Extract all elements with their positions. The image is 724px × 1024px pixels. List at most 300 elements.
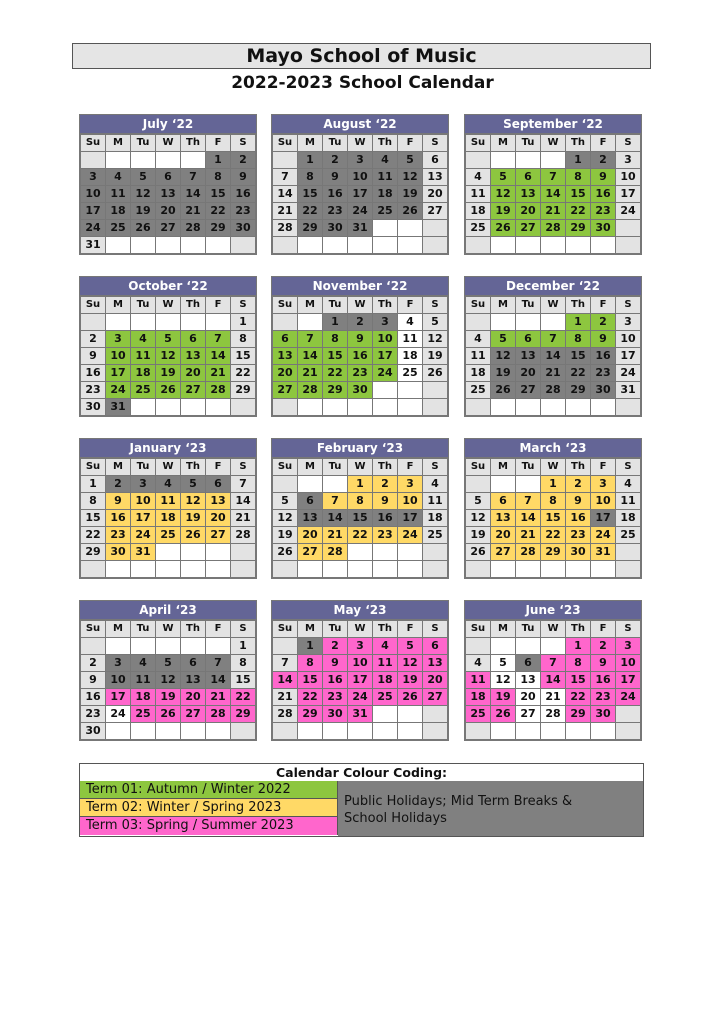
empty-cell [273, 476, 298, 493]
weekday-label: M [298, 459, 323, 476]
weekday-label: Th [181, 297, 206, 314]
empty-cell [206, 561, 231, 578]
day-cell: 29 [81, 544, 106, 561]
day-cell: 23 [81, 382, 106, 399]
month-calendar [79, 276, 257, 417]
weekday-label: F [591, 135, 616, 152]
empty-cell [181, 237, 206, 254]
empty-cell [491, 476, 516, 493]
weekday-label: M [491, 297, 516, 314]
day-cell: 22 [298, 203, 323, 220]
weekday-label: W [541, 297, 566, 314]
day-cell: 2 [323, 638, 348, 655]
empty-cell [541, 237, 566, 254]
day-cell: 14 [298, 348, 323, 365]
day-cell: 22 [566, 689, 591, 706]
weekday-label: S [231, 459, 256, 476]
empty-cell [398, 561, 423, 578]
month-calendar [271, 438, 449, 579]
empty-cell [131, 561, 156, 578]
day-cell: 2 [591, 152, 616, 169]
month-calendar [79, 114, 257, 255]
day-cell: 13 [423, 655, 448, 672]
weekday-label: Su [466, 459, 491, 476]
day-cell: 17 [398, 510, 423, 527]
weekday-label: Su [273, 621, 298, 638]
day-cell: 11 [616, 493, 641, 510]
day-cell: 7 [541, 331, 566, 348]
weekday-label: S [616, 621, 641, 638]
day-cell: 23 [231, 203, 256, 220]
day-cell: 26 [156, 706, 181, 723]
day-cell: 1 [298, 638, 323, 655]
day-cell: 24 [591, 527, 616, 544]
empty-cell [466, 314, 491, 331]
day-cell: 30 [106, 544, 131, 561]
day-cell: 18 [616, 510, 641, 527]
empty-cell [491, 314, 516, 331]
empty-cell [466, 476, 491, 493]
empty-cell [373, 544, 398, 561]
day-cell: 19 [491, 689, 516, 706]
day-cell: 3 [106, 331, 131, 348]
weekday-label: Su [273, 459, 298, 476]
empty-cell [541, 399, 566, 416]
empty-cell [156, 152, 181, 169]
day-cell: 28 [541, 220, 566, 237]
month-calendar [464, 276, 642, 417]
empty-cell [566, 561, 591, 578]
day-cell: 6 [516, 331, 541, 348]
day-cell: 22 [81, 527, 106, 544]
day-cell: 18 [466, 203, 491, 220]
empty-cell [373, 723, 398, 740]
weekday-label: Th [373, 621, 398, 638]
day-cell: 12 [466, 510, 491, 527]
day-cell: 13 [516, 186, 541, 203]
month-name: July ‘22 [80, 115, 256, 134]
day-cell: 3 [348, 638, 373, 655]
day-cell: 4 [423, 476, 448, 493]
empty-cell [298, 314, 323, 331]
day-cell: 10 [348, 655, 373, 672]
day-cell: 21 [273, 203, 298, 220]
weekday-label: M [106, 621, 131, 638]
day-cell: 6 [491, 493, 516, 510]
weekday-label: F [206, 459, 231, 476]
empty-cell [516, 399, 541, 416]
day-cell: 13 [516, 672, 541, 689]
day-cell: 25 [156, 527, 181, 544]
empty-cell [106, 638, 131, 655]
day-cell: 5 [491, 655, 516, 672]
day-cell: 26 [398, 203, 423, 220]
day-cell: 6 [516, 655, 541, 672]
weekday-label: W [541, 621, 566, 638]
empty-cell [131, 723, 156, 740]
empty-cell [423, 544, 448, 561]
day-cell: 11 [156, 493, 181, 510]
day-cell: 10 [81, 186, 106, 203]
day-cell: 17 [616, 348, 641, 365]
day-cell: 25 [373, 203, 398, 220]
day-cell: 3 [398, 476, 423, 493]
day-cell: 25 [466, 220, 491, 237]
day-cell: 12 [491, 672, 516, 689]
day-cell: 28 [516, 544, 541, 561]
empty-cell [373, 220, 398, 237]
day-cell: 7 [273, 655, 298, 672]
day-cell: 10 [591, 493, 616, 510]
day-cell: 11 [131, 348, 156, 365]
empty-cell [156, 399, 181, 416]
day-cell: 8 [348, 493, 373, 510]
day-cell: 8 [541, 493, 566, 510]
month-name: November ‘22 [272, 277, 448, 296]
empty-cell [541, 723, 566, 740]
school-title: Mayo School of Music [72, 43, 651, 69]
empty-cell [616, 237, 641, 254]
day-cell: 23 [348, 365, 373, 382]
day-cell: 1 [81, 476, 106, 493]
day-cell: 16 [106, 510, 131, 527]
weekday-label: Tu [131, 135, 156, 152]
day-cell: 30 [81, 399, 106, 416]
day-cell: 5 [131, 169, 156, 186]
day-cell: 14 [541, 186, 566, 203]
weekday-label: Su [466, 621, 491, 638]
day-cell: 31 [81, 237, 106, 254]
day-cell: 16 [81, 689, 106, 706]
day-cell: 3 [373, 314, 398, 331]
empty-cell [181, 152, 206, 169]
day-cell: 8 [566, 655, 591, 672]
empty-cell [81, 152, 106, 169]
day-cell: 14 [206, 672, 231, 689]
weekday-label: Th [373, 459, 398, 476]
month-calendar [464, 114, 642, 255]
weekday-label: F [591, 621, 616, 638]
weekday-label: Th [373, 297, 398, 314]
day-cell: 17 [131, 510, 156, 527]
day-cell: 13 [156, 186, 181, 203]
empty-cell [591, 723, 616, 740]
day-cell: 31 [616, 382, 641, 399]
day-cell: 27 [423, 203, 448, 220]
empty-cell [398, 706, 423, 723]
weekday-label: Tu [323, 459, 348, 476]
empty-cell [541, 314, 566, 331]
day-cell: 29 [541, 544, 566, 561]
month-name: February ‘23 [272, 439, 448, 458]
day-cell: 12 [423, 331, 448, 348]
day-cell: 6 [298, 493, 323, 510]
day-cell: 7 [541, 169, 566, 186]
day-cell: 9 [81, 348, 106, 365]
day-cell: 18 [466, 365, 491, 382]
day-cell: 11 [423, 493, 448, 510]
day-cell: 27 [516, 220, 541, 237]
empty-cell [181, 399, 206, 416]
day-cell: 27 [491, 544, 516, 561]
day-cell: 21 [273, 689, 298, 706]
empty-cell [516, 476, 541, 493]
weekday-label: F [206, 135, 231, 152]
empty-cell [591, 561, 616, 578]
weekday-label: Su [81, 297, 106, 314]
weekday-label: Tu [516, 621, 541, 638]
empty-cell [181, 544, 206, 561]
weekday-label: Th [566, 135, 591, 152]
empty-cell [231, 399, 256, 416]
day-cell: 19 [398, 186, 423, 203]
day-cell: 27 [423, 689, 448, 706]
weekday-label: Tu [516, 135, 541, 152]
day-cell: 26 [491, 220, 516, 237]
day-cell: 30 [323, 220, 348, 237]
weekday-label: M [491, 459, 516, 476]
empty-cell [231, 561, 256, 578]
day-cell: 26 [466, 544, 491, 561]
day-cell: 23 [323, 203, 348, 220]
empty-cell [398, 220, 423, 237]
weekday-label: S [423, 297, 448, 314]
day-cell: 1 [323, 314, 348, 331]
day-cell: 15 [231, 348, 256, 365]
day-cell: 5 [156, 655, 181, 672]
day-cell: 9 [566, 493, 591, 510]
legend-term-2: Term 02: Winter / Spring 2023 [80, 799, 338, 817]
day-cell: 11 [466, 186, 491, 203]
empty-cell [81, 638, 106, 655]
day-cell: 18 [423, 510, 448, 527]
empty-cell [398, 723, 423, 740]
day-cell: 7 [273, 169, 298, 186]
weekday-label: Tu [323, 621, 348, 638]
calendar-subtitle: 2022-2023 School Calendar [231, 73, 494, 93]
empty-cell [398, 399, 423, 416]
weekday-label: W [156, 297, 181, 314]
empty-cell [156, 314, 181, 331]
day-cell: 4 [131, 331, 156, 348]
day-cell: 2 [323, 152, 348, 169]
day-cell: 28 [541, 706, 566, 723]
day-cell: 14 [231, 493, 256, 510]
empty-cell [516, 561, 541, 578]
day-cell: 24 [131, 527, 156, 544]
day-cell: 1 [566, 638, 591, 655]
day-cell: 6 [156, 169, 181, 186]
empty-cell [348, 544, 373, 561]
day-cell: 18 [156, 510, 181, 527]
day-cell: 11 [466, 348, 491, 365]
day-cell: 21 [181, 203, 206, 220]
empty-cell [323, 561, 348, 578]
day-cell: 1 [348, 476, 373, 493]
day-cell: 21 [323, 527, 348, 544]
day-cell: 2 [231, 152, 256, 169]
empty-cell [273, 638, 298, 655]
day-cell: 10 [131, 493, 156, 510]
day-cell: 12 [398, 655, 423, 672]
empty-cell [466, 561, 491, 578]
day-cell: 8 [206, 169, 231, 186]
day-cell: 24 [106, 706, 131, 723]
empty-cell [373, 399, 398, 416]
day-cell: 24 [616, 203, 641, 220]
day-cell: 30 [231, 220, 256, 237]
colour-legend [79, 763, 644, 837]
day-cell: 29 [566, 706, 591, 723]
day-cell: 7 [206, 655, 231, 672]
day-cell: 17 [106, 365, 131, 382]
empty-cell [541, 561, 566, 578]
day-cell: 22 [566, 203, 591, 220]
day-cell: 8 [231, 331, 256, 348]
day-cell: 20 [181, 689, 206, 706]
day-cell: 16 [373, 510, 398, 527]
day-cell: 9 [231, 169, 256, 186]
empty-cell [106, 723, 131, 740]
day-cell: 16 [81, 365, 106, 382]
month-calendar [464, 600, 642, 741]
day-cell: 9 [591, 169, 616, 186]
day-cell: 8 [566, 331, 591, 348]
weekday-label: S [231, 297, 256, 314]
empty-cell [566, 399, 591, 416]
day-cell: 10 [398, 493, 423, 510]
day-cell: 28 [231, 527, 256, 544]
empty-cell [423, 220, 448, 237]
weekday-label: S [616, 297, 641, 314]
day-cell: 21 [206, 689, 231, 706]
weekday-label: S [231, 621, 256, 638]
empty-cell [273, 237, 298, 254]
day-cell: 6 [423, 152, 448, 169]
empty-cell [516, 723, 541, 740]
weekday-label: M [491, 621, 516, 638]
day-cell: 3 [591, 476, 616, 493]
legend-holidays [338, 781, 643, 836]
day-cell: 29 [206, 220, 231, 237]
day-cell: 17 [106, 689, 131, 706]
weekday-label: Su [273, 297, 298, 314]
weekday-label: S [231, 135, 256, 152]
day-cell: 24 [348, 203, 373, 220]
day-cell: 20 [206, 510, 231, 527]
weekday-label: Tu [131, 459, 156, 476]
day-cell: 2 [81, 655, 106, 672]
day-cell: 11 [131, 672, 156, 689]
weekday-label: F [398, 135, 423, 152]
day-cell: 1 [206, 152, 231, 169]
day-cell: 15 [231, 672, 256, 689]
day-cell: 19 [398, 672, 423, 689]
month-calendar [464, 438, 642, 579]
weekday-label: Su [466, 297, 491, 314]
day-cell: 7 [181, 169, 206, 186]
day-cell: 4 [466, 169, 491, 186]
weekday-label: S [616, 459, 641, 476]
day-cell: 31 [348, 706, 373, 723]
empty-cell [491, 561, 516, 578]
empty-cell [81, 314, 106, 331]
day-cell: 18 [131, 689, 156, 706]
month-name: August ‘22 [272, 115, 448, 134]
day-cell: 30 [591, 382, 616, 399]
empty-cell [231, 237, 256, 254]
weekday-label: Su [81, 135, 106, 152]
empty-cell [106, 561, 131, 578]
day-cell: 27 [181, 382, 206, 399]
day-cell: 17 [81, 203, 106, 220]
day-cell: 14 [206, 348, 231, 365]
empty-cell [273, 723, 298, 740]
weekday-label: F [206, 297, 231, 314]
day-cell: 21 [541, 203, 566, 220]
day-cell: 11 [373, 169, 398, 186]
day-cell: 9 [323, 169, 348, 186]
day-cell: 30 [591, 220, 616, 237]
day-cell: 27 [516, 382, 541, 399]
day-cell: 15 [206, 186, 231, 203]
empty-cell [273, 314, 298, 331]
day-cell: 1 [231, 638, 256, 655]
empty-cell [156, 561, 181, 578]
empty-cell [298, 237, 323, 254]
month-calendar [79, 600, 257, 741]
day-cell: 5 [398, 152, 423, 169]
empty-cell [323, 399, 348, 416]
empty-cell [348, 399, 373, 416]
day-cell: 10 [106, 672, 131, 689]
empty-cell [373, 706, 398, 723]
day-cell: 26 [273, 544, 298, 561]
day-cell: 25 [373, 689, 398, 706]
day-cell: 14 [516, 510, 541, 527]
empty-cell [616, 723, 641, 740]
day-cell: 4 [106, 169, 131, 186]
month-calendar [271, 114, 449, 255]
empty-cell [491, 152, 516, 169]
day-cell: 4 [156, 476, 181, 493]
legend-holidays-line2: School Holidays [344, 811, 447, 826]
day-cell: 17 [373, 348, 398, 365]
day-cell: 27 [273, 382, 298, 399]
day-cell: 23 [566, 527, 591, 544]
day-cell: 12 [491, 186, 516, 203]
empty-cell [106, 314, 131, 331]
day-cell: 25 [423, 527, 448, 544]
day-cell: 28 [206, 706, 231, 723]
day-cell: 8 [298, 169, 323, 186]
day-cell: 6 [181, 331, 206, 348]
day-cell: 31 [131, 544, 156, 561]
day-cell: 9 [348, 331, 373, 348]
day-cell: 2 [106, 476, 131, 493]
day-cell: 10 [348, 169, 373, 186]
day-cell: 16 [566, 510, 591, 527]
empty-cell [298, 399, 323, 416]
day-cell: 30 [591, 706, 616, 723]
day-cell: 20 [156, 203, 181, 220]
day-cell: 16 [591, 672, 616, 689]
weekday-label: W [348, 297, 373, 314]
day-cell: 28 [323, 544, 348, 561]
day-cell: 20 [516, 689, 541, 706]
day-cell: 5 [181, 476, 206, 493]
weekday-label: Th [566, 621, 591, 638]
